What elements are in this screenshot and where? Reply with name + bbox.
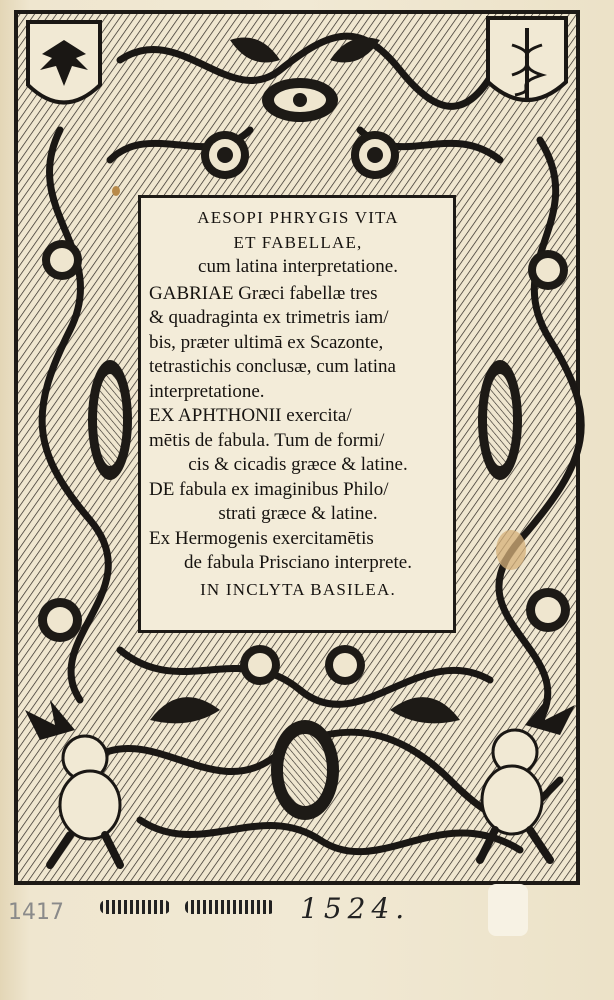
title-line-15: de fabula Prisciano interprete. <box>184 552 412 573</box>
title-line-6: bis, præter ultimā ex Scazonte, <box>149 331 384 353</box>
shelf-mark: 1417 <box>8 900 64 925</box>
title-line-12: DE fabula ex imaginibus Philo/ <box>149 478 389 500</box>
crossed-out-ink <box>100 900 170 914</box>
title-line-5: & quadraginta ex trimetris iam/ <box>149 307 389 328</box>
stain-mark <box>112 186 120 196</box>
title-line-9: EX APHTHONII exercita/ <box>149 405 352 426</box>
title-line-14: Ex Hermogenis exercitamētis <box>149 527 374 549</box>
caduceus-shield-icon <box>488 18 566 100</box>
title-line-11: cis & cicadis græce & latine. <box>188 454 408 475</box>
title-line-4: GABRIAE Græci fabellæ tres <box>149 282 378 304</box>
paper-patch <box>488 884 528 936</box>
title-text-panel <box>138 195 456 633</box>
eagle-shield-icon <box>28 22 100 103</box>
title-line-3: cum latina interpretatione. <box>198 256 398 277</box>
title-line-1: AESOPI PHRYGIS VITA <box>197 208 399 227</box>
stain-mark <box>496 530 526 570</box>
crossed-out-ink <box>185 900 275 914</box>
title-line-13: strati græce & latine. <box>218 503 378 524</box>
handwritten-year: 1524. <box>300 892 411 925</box>
title-line-10: mētis de fabula. Tum de formi/ <box>149 429 385 451</box>
title-line-7: tetrastichis conclusæ, cum latina <box>149 356 396 377</box>
imprint-line: IN INCLYTA BASILEA. <box>200 579 396 599</box>
title-line-8: interpretatione. <box>149 380 265 402</box>
title-line-2: ET FABELLAE, <box>233 232 363 252</box>
